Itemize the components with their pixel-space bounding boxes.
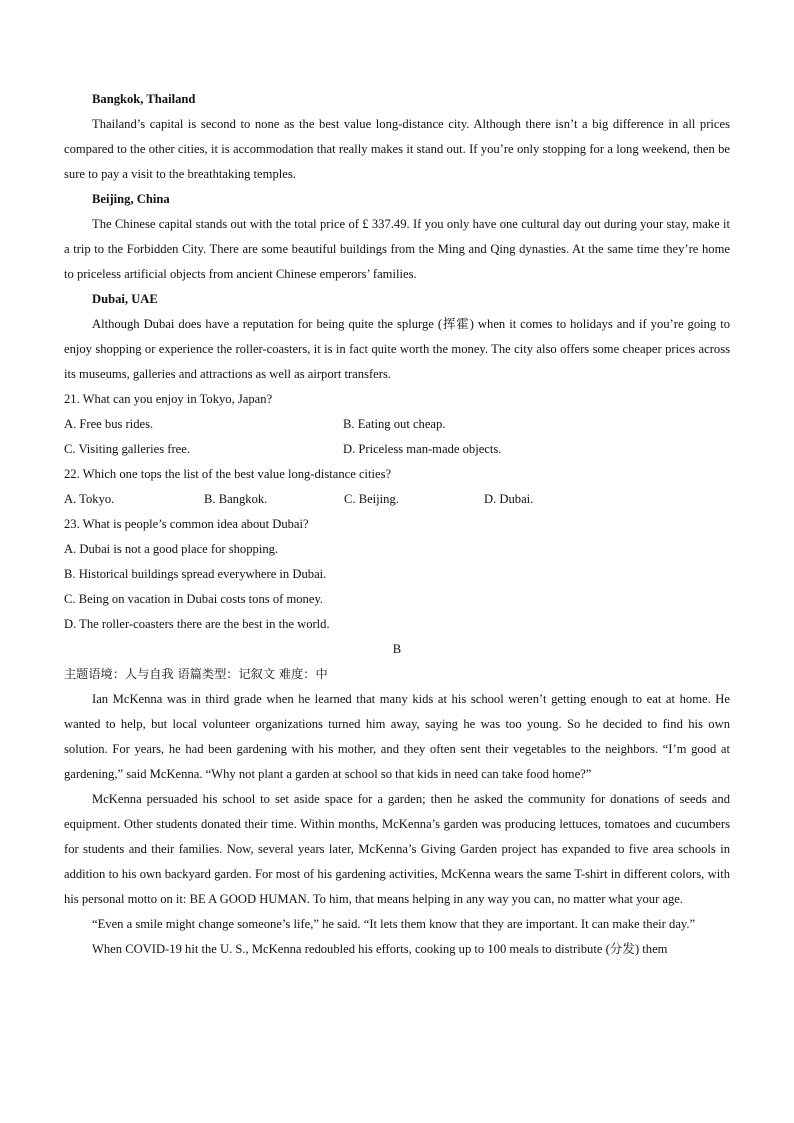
question-21-option-c: C. Visiting galleries free. — [64, 442, 190, 456]
dubai-heading: Dubai, UAE — [92, 292, 158, 306]
passage-b-paragraph-2: McKenna persuaded his school to set aside space for a garden; then he asked the community for donations of seeds and equipment. Other students donated their time. Within months, McKenna’s garden was producing lettuces, tomatoes and cucumbers for students and their families. Now, several years later, McKenna’s Giving Garden project has expanded to five area schools in addition to his own backyard garden. For most of his gardening activities, McKenna wears the same T-shirt in different colors, with his personal motto on it: BE A GOOD HUMAN. To him, that means helping in any way you can, no matter what your age. — [64, 792, 730, 906]
bangkok-heading: Bangkok, Thailand — [92, 92, 196, 106]
beijing-heading: Beijing, China — [92, 192, 170, 206]
passage-b-paragraph-1: Ian McKenna was in third grade when he learned that many kids at his school weren’t getting enough to eat at home. He wanted to help, but local volunteer organizations turned him away, saying he was too young. So he decided to find his own solution. For years, he had been gardening with his mother, and they often sent their vegetables to the neighbors. “I’m good at gardening,” said McKenna. “Why not plant a garden at school so that kids in need can take food home?” — [64, 692, 730, 781]
question-23-option-c: C. Being on vacation in Dubai costs tons of money. — [64, 592, 324, 606]
document-page — [64, 87, 730, 962]
question-21-stem: 21. What can you enjoy in Tokyo, Japan? — [64, 392, 273, 406]
bangkok-paragraph: Thailand’s capital is second to none as the best value long-distance city. Although there isn’t a big difference in all prices compared to the other cities, it is accommodation that really makes it stand out. If you’re only stopping for a long weekend, then be sure to pay a visit to the breathtaking temples. — [64, 117, 730, 181]
question-22-option-a: A. Tokyo. — [64, 492, 115, 506]
passage-b-label: B — [392, 642, 402, 656]
passage-b-paragraph-3: “Even a smile might change someone’s life,” he said. “It lets them know that they are important. It can make their day.” — [92, 917, 696, 931]
passage-b-paragraph-4: When COVID-19 hit the U. S., McKenna redoubled his efforts, cooking up to 100 meals to distribute (分发) them — [92, 942, 668, 956]
question-21-option-b: B. Eating out cheap. — [343, 417, 446, 431]
passage-b-meta: 主题语境：人与自我 语篇类型：记叙文 难度：中 — [64, 667, 328, 681]
question-23-stem: 23. What is people’s common idea about Dubai? — [64, 517, 309, 531]
question-21-options-row-1 — [64, 412, 730, 437]
question-23-option-d: D. The roller-coasters there are the best in the world. — [64, 617, 330, 631]
question-22-options — [64, 487, 730, 512]
question-23-option-b: B. Historical buildings spread everywhere in Dubai. — [64, 567, 327, 581]
question-22-option-d: D. Dubai. — [484, 492, 534, 506]
question-21-option-d: D. Priceless man-made objects. — [343, 442, 502, 456]
question-21-options-row-2 — [64, 437, 730, 462]
question-21-option-a: A. Free bus rides. — [64, 417, 154, 431]
beijing-paragraph: The Chinese capital stands out with the total price of £ 337.49. If you only have one cultural day out during your stay, make it a trip to the Forbidden City. There are some beautiful buildings from the Ming and Qing dynasties. At the same time they’re home to priceless artificial objects from ancient Chinese emperors’ families. — [64, 217, 730, 281]
dubai-paragraph: Although Dubai does have a reputation for being quite the splurge (挥霍) when it comes to holidays and if you’re going to enjoy shopping or experience the roller-coasters, it is in fact quite worth the money. The city also offers some cheaper prices across its museums, galleries and attractions as well as airport transfers. — [64, 317, 730, 381]
question-22-stem: 22. Which one tops the list of the best value long-distance cities? — [64, 467, 392, 481]
question-23-option-a: A. Dubai is not a good place for shopping. — [64, 542, 279, 556]
question-22-option-c: C. Beijing. — [344, 492, 399, 506]
question-22-option-b: B. Bangkok. — [204, 492, 268, 506]
